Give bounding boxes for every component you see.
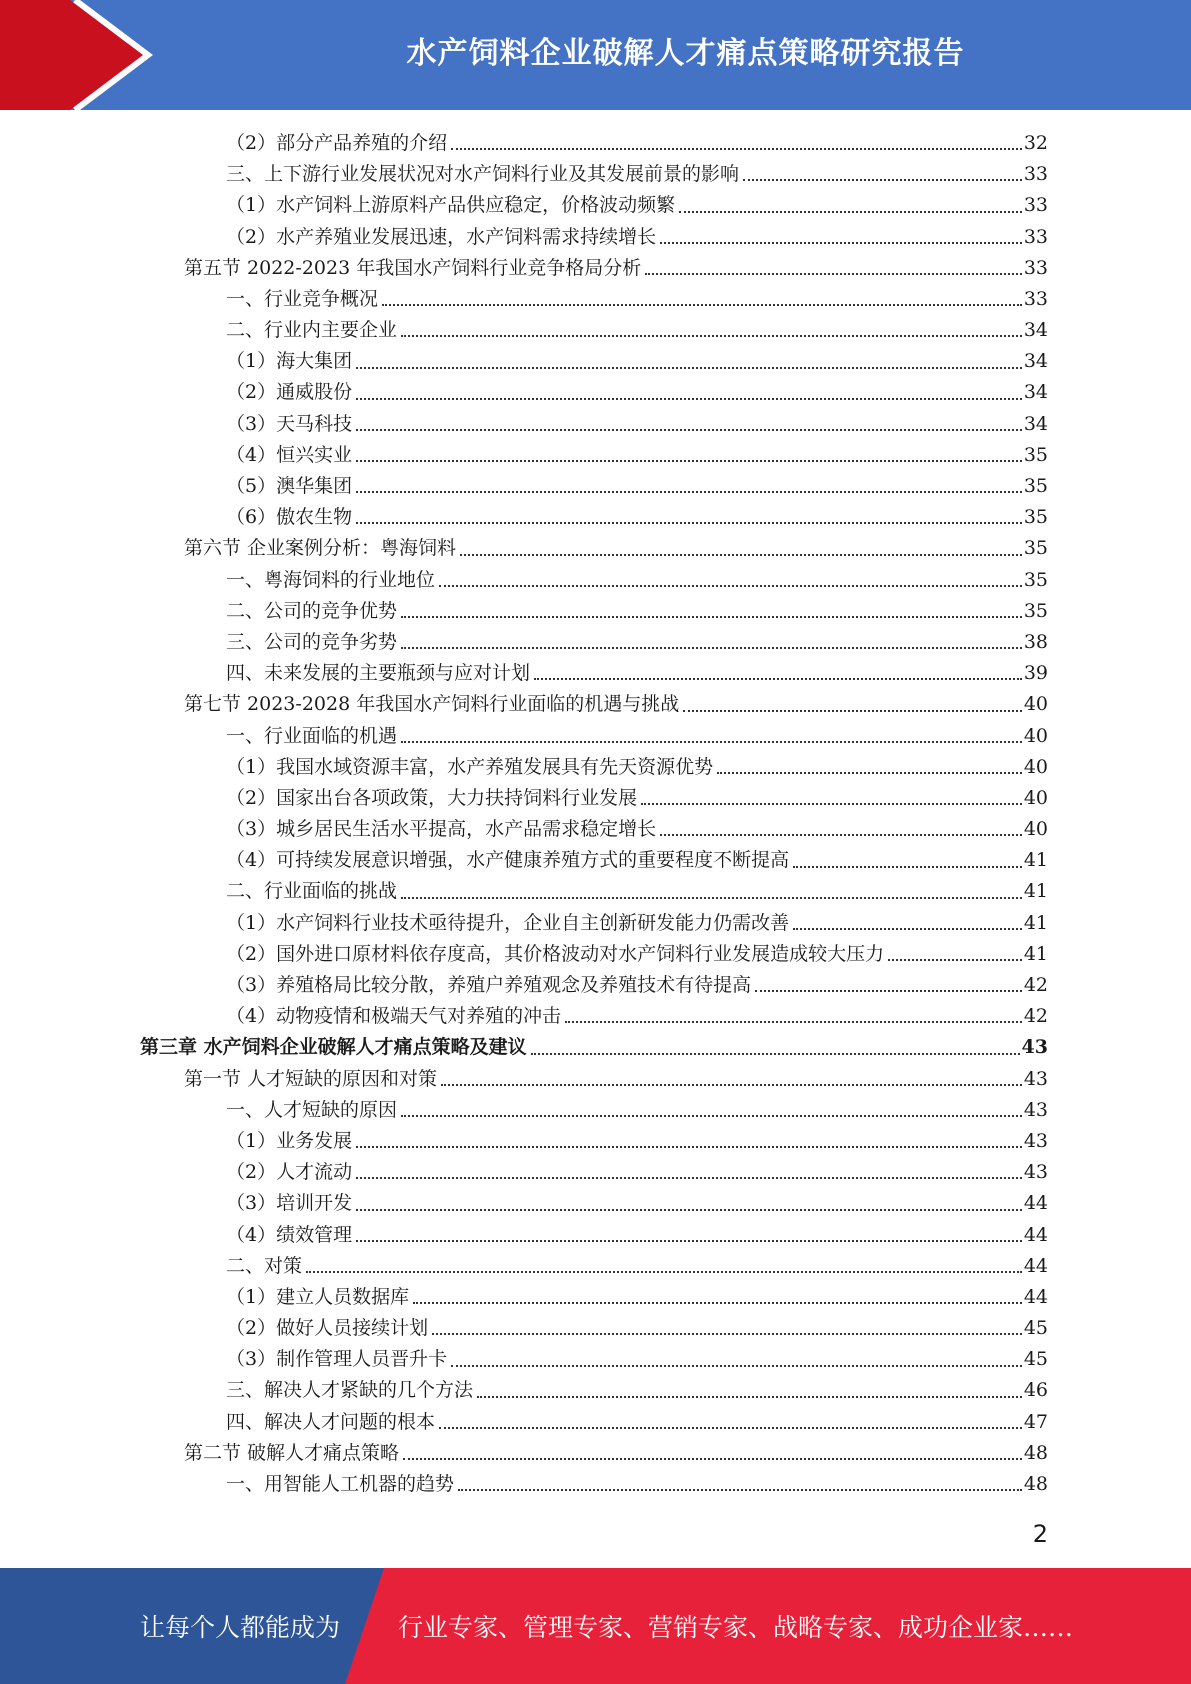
toc-leader-dots (356, 429, 1022, 431)
toc-leader-dots (743, 179, 1022, 181)
toc-entry-page: 43 (1023, 1067, 1048, 1090)
toc-entry-page: 41 (1023, 942, 1048, 965)
toc-entry[interactable] (140, 128, 1048, 159)
toc-leader-dots (356, 491, 1022, 493)
toc-entry-page: 45 (1023, 1317, 1048, 1340)
toc-entry-title: 第三章 水产饲料企业破解人才痛点策略及建议 (140, 1036, 527, 1059)
toc-leader-dots (451, 148, 1022, 150)
toc-entry-page: 38 (1023, 630, 1048, 653)
toc-leader-dots (401, 616, 1022, 618)
toc-entry-page: 43 (1021, 1036, 1048, 1059)
footer-roles: 行业专家、管理专家、营销专家、战略专家、成功企业家…… (398, 1613, 1074, 1642)
toc-leader-dots (679, 211, 1022, 213)
toc-entry-title: （2）国外进口原材料依存度高，其价格波动对水产饲料行业发展造成较大压力 (226, 942, 885, 965)
toc-entry-title: （2）人才流动 (226, 1161, 353, 1184)
toc-entry-title: 二、行业内主要企业 (226, 319, 398, 342)
toc-entry-title: （1）我国水域资源丰富，水产养殖发展具有先天资源优势 (226, 755, 714, 778)
toc-entry[interactable] (140, 471, 1048, 502)
toc-entry-page: 43 (1023, 1098, 1048, 1121)
toc-entry-page: 40 (1023, 818, 1048, 841)
toc-entry[interactable] (140, 1469, 1048, 1500)
toc-entry-page: 40 (1023, 724, 1048, 747)
toc-entry-title: 二、公司的竞争优势 (226, 599, 398, 622)
toc-entry-page: 40 (1023, 786, 1048, 809)
toc-entry[interactable] (140, 533, 1048, 564)
toc-entry-title: （1）业务发展 (226, 1129, 353, 1152)
toc-leader-dots (306, 1271, 1022, 1273)
page-footer (0, 1568, 1191, 1684)
toc-entry-page: 33 (1023, 287, 1048, 310)
toc-entry-title: （1）海大集团 (226, 350, 353, 373)
toc-entry-page: 33 (1023, 194, 1048, 217)
toc-leader-dots (641, 803, 1022, 805)
toc-entry[interactable] (140, 970, 1048, 1001)
toc-leader-dots (401, 335, 1022, 337)
toc-entry-title: 第七节 2023-2028 年我国水产饲料行业面临的机遇与挑战 (184, 693, 680, 716)
toc-entry-title: （5）澳华集团 (226, 475, 353, 498)
toc-entry-title: 第六节 企业案例分析：粤海饲料 (184, 537, 457, 560)
report-title: 水产饲料企业破解人才痛点策略研究报告 (406, 36, 965, 71)
toc-entry-page: 44 (1023, 1192, 1048, 1215)
toc-entry-title: （2）水产养殖业发展迅速，水产饲料需求持续增长 (226, 225, 657, 248)
toc-entry[interactable] (140, 315, 1048, 346)
toc-entry[interactable] (140, 845, 1048, 876)
toc-leader-dots (356, 1177, 1022, 1179)
toc-entry-title: （1）水产饲料行业技术亟待提升，企业自主创新研发能力仍需改善 (226, 911, 790, 934)
toc-entry-title: （4）恒兴实业 (226, 443, 353, 466)
toc-leader-dots (439, 585, 1022, 587)
toc-entry-title: （2）国家出台各项政策，大力扶持饲料行业发展 (226, 786, 638, 809)
toc-leader-dots (413, 1302, 1022, 1304)
toc-entry[interactable] (140, 1407, 1048, 1438)
toc-entry-page: 41 (1023, 849, 1048, 872)
toc-leader-dots (793, 866, 1022, 868)
toc-entry-page: 43 (1023, 1161, 1048, 1184)
toc-entry[interactable] (140, 689, 1048, 720)
toc-entry[interactable] (140, 658, 1048, 689)
toc-leader-dots (403, 1458, 1022, 1460)
toc-entry-page: 40 (1023, 693, 1048, 716)
toc-entry[interactable] (140, 1157, 1048, 1188)
toc-entry[interactable] (140, 190, 1048, 221)
toc-leader-dots (717, 772, 1022, 774)
toc-entry-page: 48 (1023, 1441, 1048, 1464)
toc-entry-page: 44 (1023, 1223, 1048, 1246)
toc-entry-title: （2）部分产品养殖的介绍 (226, 131, 448, 154)
toc-entry-title: （2）做好人员接续计划 (226, 1317, 429, 1340)
toc-entry[interactable] (140, 783, 1048, 814)
toc-entry-page: 43 (1023, 1129, 1048, 1152)
toc-leader-dots (432, 1333, 1022, 1335)
toc-entry[interactable] (140, 346, 1048, 377)
toc-entry[interactable] (140, 627, 1048, 658)
toc-entry-page: 35 (1023, 475, 1048, 498)
toc-entry-page: 45 (1023, 1348, 1048, 1371)
toc-leader-dots (660, 242, 1022, 244)
toc-entry-page: 41 (1023, 880, 1048, 903)
toc-entry-page: 33 (1023, 256, 1048, 279)
toc-entry-title: （3）天马科技 (226, 412, 353, 435)
toc-entry[interactable] (140, 721, 1048, 752)
toc-entry-title: 第二节 破解人才痛点策略 (184, 1441, 400, 1464)
toc-leader-dots (531, 1053, 1020, 1055)
toc-entry-title: （3）城乡居民生活水平提高，水产品需求稳定增长 (226, 818, 657, 841)
page-header (0, 0, 1191, 110)
toc-entry[interactable] (140, 752, 1048, 783)
toc-entry-title: 三、公司的竞争劣势 (226, 630, 398, 653)
toc-entry-page: 33 (1023, 225, 1048, 248)
toc-entry[interactable] (140, 1064, 1048, 1095)
toc-entry-title: （4）绩效管理 (226, 1223, 353, 1246)
toc-entry-title: 二、对策 (226, 1254, 303, 1277)
toc-leader-dots (477, 1396, 1022, 1398)
toc-entry-page: 34 (1023, 381, 1048, 404)
toc-entry[interactable] (140, 1376, 1048, 1407)
toc-leader-dots (888, 959, 1022, 961)
toc-entry[interactable] (140, 1126, 1048, 1157)
toc-leader-dots (401, 741, 1022, 743)
toc-entry[interactable] (140, 1438, 1048, 1469)
toc-entry[interactable] (140, 284, 1048, 315)
toc-leader-dots (755, 990, 1022, 992)
toc-entry-page: 46 (1023, 1379, 1048, 1402)
toc-leader-dots (356, 398, 1022, 400)
toc-entry-page: 35 (1023, 599, 1048, 622)
toc-entry[interactable] (140, 1095, 1048, 1126)
toc-leader-dots (356, 1240, 1022, 1242)
toc-entry-title: 一、用智能人工机器的趋势 (226, 1473, 455, 1496)
toc-entry-page: 35 (1023, 443, 1048, 466)
toc-entry-title: 四、未来发展的主要瓶颈与应对计划 (226, 662, 531, 685)
toc-leader-dots (382, 304, 1022, 306)
toc-entry-title: （2）通威股份 (226, 381, 353, 404)
toc-entry-page: 34 (1023, 319, 1048, 342)
toc-entry-page: 47 (1023, 1410, 1048, 1433)
toc-entry[interactable] (140, 814, 1048, 845)
toc-entry-title: （1）水产饲料上游原料产品供应稳定，价格波动频繁 (226, 194, 676, 217)
toc-leader-dots (645, 273, 1022, 275)
toc-leader-dots (660, 834, 1022, 836)
toc-entry[interactable] (140, 1251, 1048, 1282)
footer-slogan: 让每个人都能成为 (140, 1613, 341, 1642)
toc-entry-page: 42 (1023, 1005, 1048, 1028)
toc-entry[interactable] (140, 222, 1048, 253)
toc-leader-dots (458, 1489, 1022, 1491)
toc-entry-title: （3）养殖格局比较分散，养殖户养殖观念及养殖技术有待提高 (226, 974, 752, 997)
toc-entry-title: （6）傲农生物 (226, 506, 353, 529)
table-of-contents (140, 128, 1048, 1500)
toc-entry-page: 44 (1023, 1285, 1048, 1308)
toc-leader-dots (460, 554, 1022, 556)
toc-entry-title: 第五节 2022-2023 年我国水产饲料行业竞争格局分析 (184, 256, 642, 279)
page-number: 2 (1032, 1520, 1048, 1548)
toc-entry-page: 44 (1023, 1254, 1048, 1277)
toc-entry-page: 33 (1023, 163, 1048, 186)
toc-entry[interactable] (140, 159, 1048, 190)
toc-entry[interactable] (140, 253, 1048, 284)
toc-entry-title: （1）建立人员数据库 (226, 1285, 410, 1308)
toc-entry-page: 41 (1023, 911, 1048, 934)
toc-entry-title: （3）培训开发 (226, 1192, 353, 1215)
toc-leader-dots (439, 1427, 1022, 1429)
toc-leader-dots (401, 897, 1022, 899)
toc-leader-dots (441, 1084, 1022, 1086)
toc-entry-title: 一、行业面临的机遇 (226, 724, 398, 747)
toc-entry-page: 40 (1023, 755, 1048, 778)
toc-entry[interactable] (140, 1188, 1048, 1219)
toc-entry[interactable] (140, 378, 1048, 409)
toc-leader-dots (565, 1021, 1022, 1023)
toc-entry-page: 34 (1023, 350, 1048, 373)
toc-entry-page: 32 (1023, 131, 1048, 154)
toc-entry-title: 一、粤海饲料的行业地位 (226, 568, 436, 591)
toc-entry[interactable] (140, 409, 1048, 440)
toc-entry-page: 35 (1023, 568, 1048, 591)
toc-leader-dots (793, 928, 1022, 930)
toc-entry[interactable] (140, 877, 1048, 908)
toc-leader-dots (356, 1146, 1022, 1148)
toc-leader-dots (356, 522, 1022, 524)
toc-entry[interactable] (140, 1344, 1048, 1375)
toc-entry-title: 二、行业面临的挑战 (226, 880, 398, 903)
toc-entry[interactable] (140, 1001, 1048, 1032)
toc-entry-title: 四、解决人才问题的根本 (226, 1410, 436, 1433)
toc-leader-dots (401, 647, 1022, 649)
toc-entry-page: 42 (1023, 974, 1048, 997)
toc-entry-page: 48 (1023, 1473, 1048, 1496)
toc-leader-dots (451, 1365, 1022, 1367)
toc-entry[interactable] (140, 1220, 1048, 1251)
toc-entry[interactable] (140, 596, 1048, 627)
toc-entry-page: 34 (1023, 412, 1048, 435)
toc-entry-title: 第一节 人才短缺的原因和对策 (184, 1067, 438, 1090)
toc-leader-dots (683, 710, 1022, 712)
toc-entry[interactable] (140, 565, 1048, 596)
toc-leader-dots (356, 367, 1022, 369)
toc-leader-dots (356, 460, 1022, 462)
toc-entry[interactable] (140, 1313, 1048, 1344)
toc-entry-page: 35 (1023, 537, 1048, 560)
toc-entry[interactable] (140, 440, 1048, 471)
toc-entry[interactable] (140, 908, 1048, 939)
toc-entry[interactable] (140, 1032, 1048, 1063)
toc-entry[interactable] (140, 939, 1048, 970)
toc-entry-title: 一、人才短缺的原因 (226, 1098, 398, 1121)
toc-entry-title: 三、解决人才紧缺的几个方法 (226, 1379, 474, 1402)
toc-entry-title: （4）可持续发展意识增强，水产健康养殖方式的重要程度不断提高 (226, 849, 790, 872)
toc-entry-page: 35 (1023, 506, 1048, 529)
toc-leader-dots (401, 1115, 1022, 1117)
toc-entry[interactable] (140, 502, 1048, 533)
toc-entry-page: 39 (1023, 662, 1048, 685)
toc-entry-title: 三、上下游行业发展状况对水产饲料行业及其发展前景的影响 (226, 163, 740, 186)
toc-entry-title: （3）制作管理人员晋升卡 (226, 1348, 448, 1371)
toc-leader-dots (534, 678, 1022, 680)
toc-leader-dots (356, 1209, 1022, 1211)
toc-entry-title: （4）动物疫情和极端天气对养殖的冲击 (226, 1005, 562, 1028)
toc-entry[interactable] (140, 1282, 1048, 1313)
toc-entry-title: 一、行业竞争概况 (226, 287, 379, 310)
